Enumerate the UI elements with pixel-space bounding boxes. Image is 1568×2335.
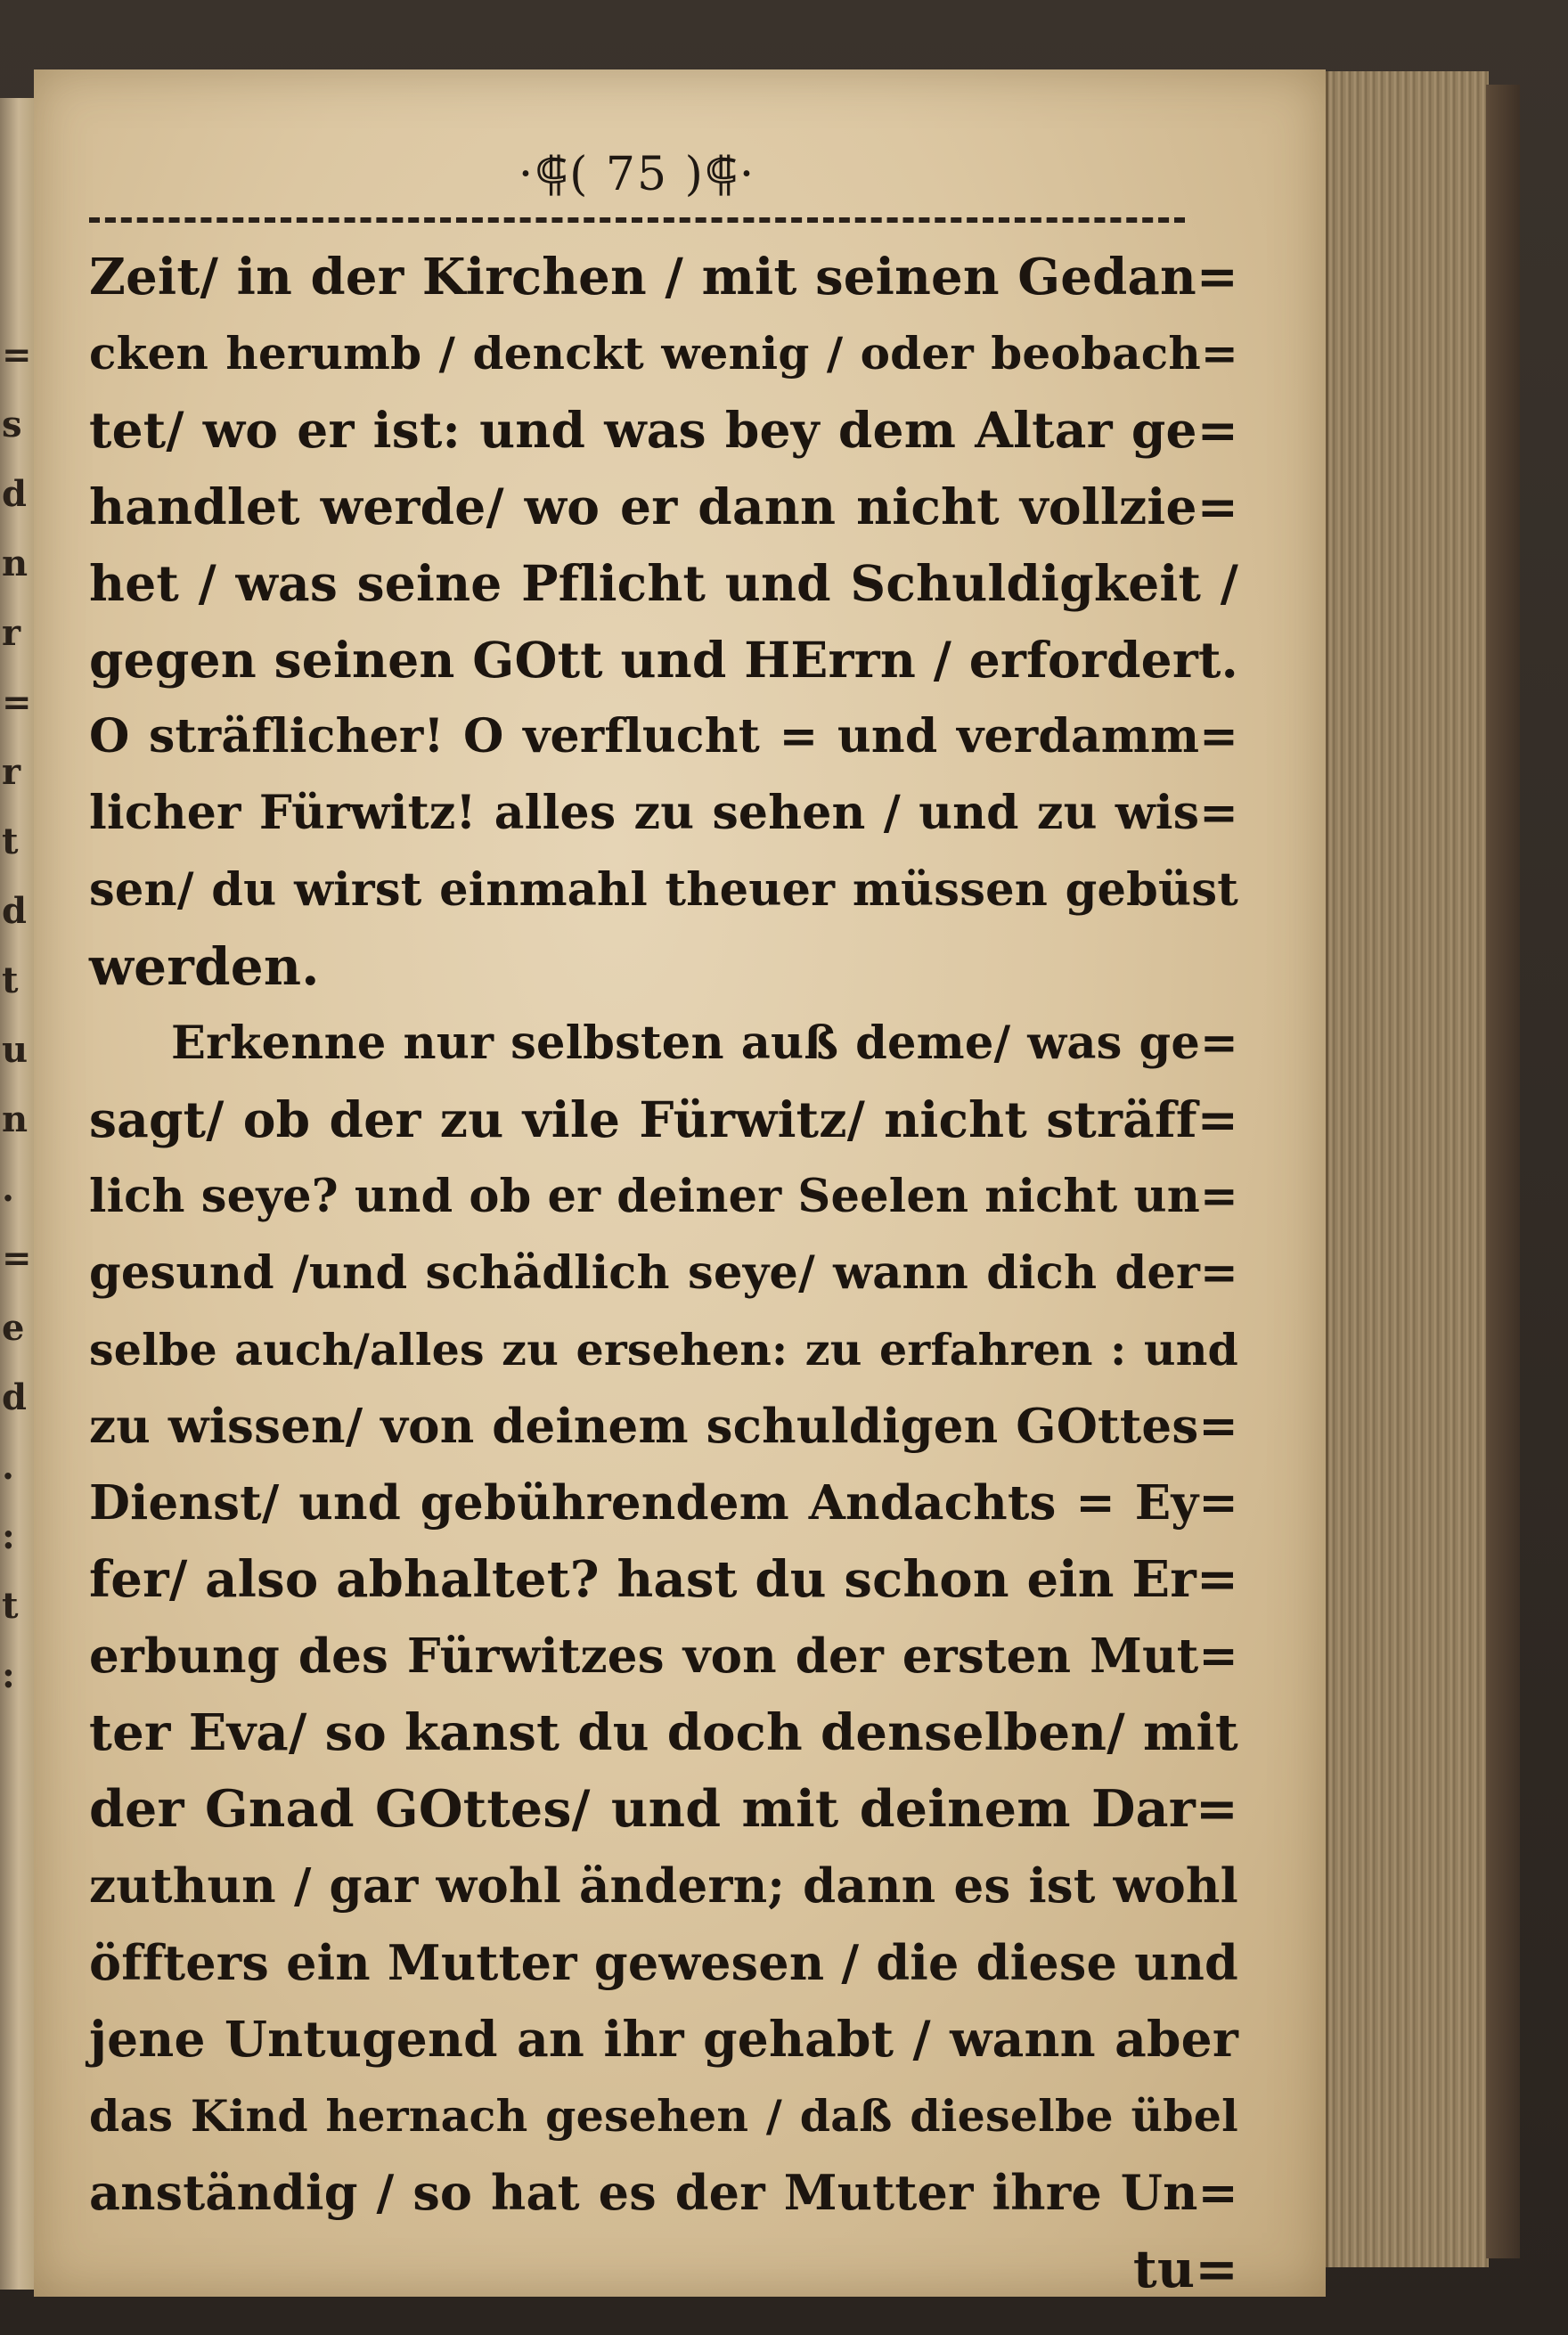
text-line: licher Fürwitz! alles zu sehen / und zu wis= <box>89 786 1238 840</box>
text-line: selbe auch/alles zu ersehen: zu erfahren : und <box>89 1324 1238 1376</box>
text-line: gesund /und schädlich seye/ wann dich der= <box>89 1246 1238 1300</box>
text-line: Dienst/ und gebührendem Andachts = Ey= <box>89 1475 1238 1531</box>
page-header <box>89 141 1185 230</box>
text-line: werden. <box>89 936 320 997</box>
text-line: der Gnad GOttes/ und mit deinem Dar= <box>89 1779 1238 1839</box>
text-line: sagt/ ob der zu vile Fürwitz/ nicht sträff= <box>89 1090 1238 1148</box>
catchword: tu= <box>1132 2239 1238 2299</box>
text-line: O sträflicher! O verflucht = und verdamm= <box>89 709 1238 763</box>
text-line: zu wissen/ von deinem schuldigen GOttes= <box>89 1399 1238 1454</box>
text-line: gegen seinen GOtt und HErrn / erfordert. <box>89 631 1238 689</box>
text-line: fer/ also abhaltet? hast du schon ein Er= <box>89 1550 1239 1609</box>
text-line: ter Eva/ so kanst du doch denselben/ mit <box>89 1703 1238 1762</box>
body-text <box>89 239 1238 2307</box>
text-line: cken herumb / denckt wenig / oder beobach= <box>89 327 1238 380</box>
text-line: anständig / so hat es der Mutter ihre Un= <box>89 2164 1238 2221</box>
previous-page-edge <box>0 98 36 2290</box>
text-line: das Kind hernach gesehen / daß dieselbe übel <box>89 2090 1238 2142</box>
text-line: erbung des Fürwitzes von der ersten Mut= <box>89 1629 1238 1684</box>
book-cover-edge <box>1486 85 1520 2258</box>
text-line: lich seye? und ob er deiner Seelen nicht un= <box>89 1170 1238 1223</box>
text-line: het / was seine Pflicht und Schuldigkeit / <box>89 554 1238 612</box>
header-rule <box>89 217 1185 223</box>
text-line: öffters ein Mutter gewesen / die diese und <box>89 1934 1238 1991</box>
page-block-edge <box>1326 71 1489 2267</box>
previous-page-edge-text: = s d n r = r t d t u n . = e d . : t : <box>2 334 32 1696</box>
text-line: jene Untugend an ihr gehabt / wann aber <box>89 2010 1238 2068</box>
text-line: handlet werde/ wo er dann nicht vollzie= <box>89 478 1238 535</box>
page-number: ·⸿( 75 )⸿· <box>518 148 756 201</box>
text-line: Erkenne nur selbsten auß deme/ was ge= <box>171 1016 1238 1070</box>
text-line: zuthun / gar wohl ändern; dann es ist wohl <box>89 1858 1238 1914</box>
text-line: Zeit/ in der Kirchen / mit seinen Gedan= <box>89 248 1238 306</box>
text-line: sen/ du wirst einmahl theuer müssen gebüst <box>89 863 1238 917</box>
text-line: tet/ wo er ist: und was bey dem Altar ge= <box>89 401 1238 459</box>
